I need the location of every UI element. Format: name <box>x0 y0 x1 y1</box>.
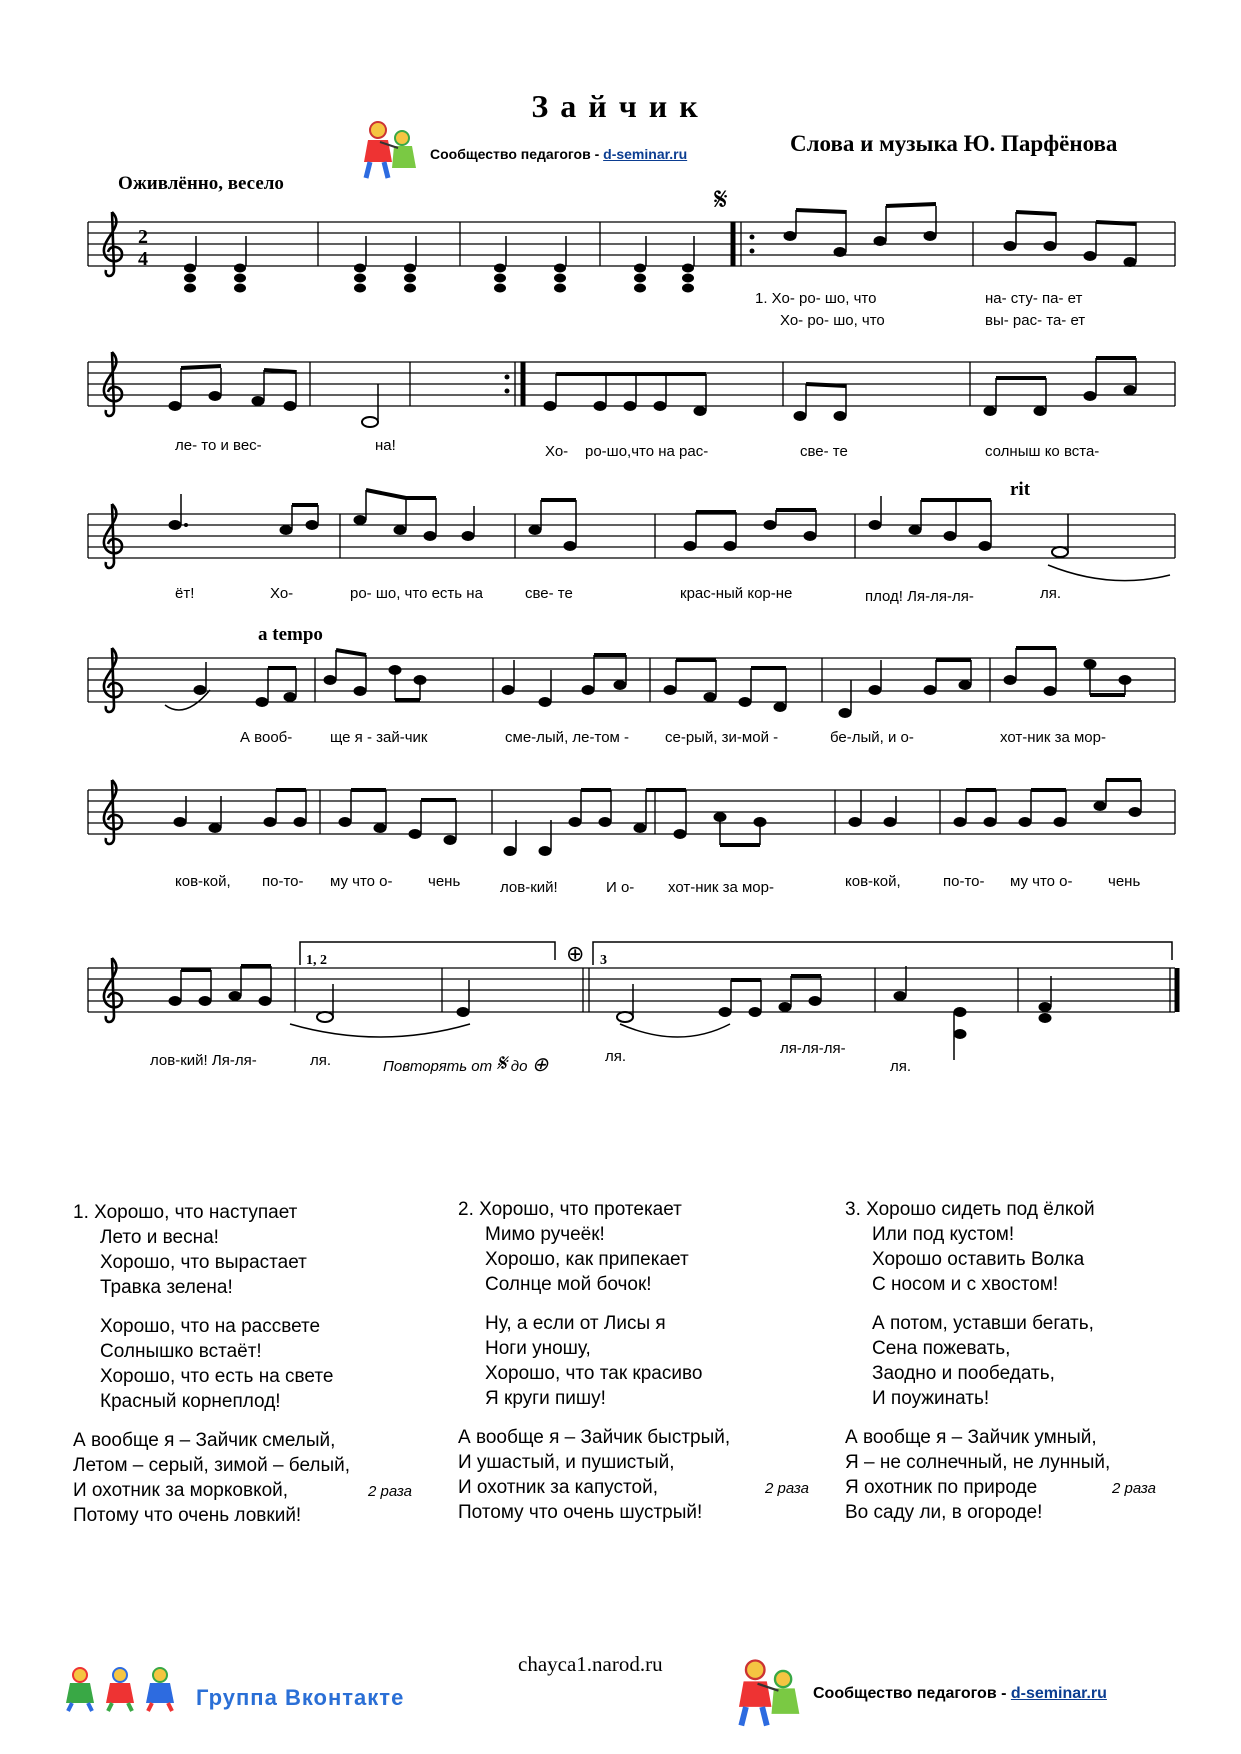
volta-1-2: 1, 2 <box>306 953 327 968</box>
verse-line: Солнышко встаёт! <box>100 1341 262 1362</box>
verse-2 <box>458 1197 818 1525</box>
composer-credit: Слова и музыка Ю. Парфёнова <box>790 131 1118 156</box>
verse-line: Хорошо, что так красиво <box>485 1363 703 1384</box>
segno-icon: 𝄋 <box>714 181 728 217</box>
community-logo-bottom <box>732 1655 804 1736</box>
kids-group-icon <box>62 1665 182 1713</box>
time-sig-top: 2 <box>138 226 148 248</box>
staff-4 <box>88 624 1175 718</box>
verse-line: Мимо ручеёк! <box>485 1224 605 1245</box>
lyric-s5-8: ков-кой, <box>845 873 901 890</box>
lyric-s2-6: солныш ко вста- <box>985 443 1100 460</box>
a-tempo-marking: a tempo <box>258 624 323 645</box>
verse-line: Ну, а если от Лисы я <box>485 1313 666 1334</box>
lyric-s4-5: бе-лый, и о- <box>830 729 914 746</box>
lyric-s5-2: по-то- <box>262 873 304 890</box>
verse-line: И охотник за морковкой, <box>73 1480 289 1501</box>
lyric-s5-7: хот-ник за мор- <box>668 879 774 896</box>
verse-line: Хорошо, как припекает <box>485 1249 689 1270</box>
repeat-from-label: Повторять от <box>383 1058 493 1075</box>
lyric-line-1b: на- сту- па- ет <box>985 290 1083 307</box>
repeat-twice-2: 2 раза <box>765 1480 810 1497</box>
verse-line: Травка зелена! <box>100 1277 233 1298</box>
verse-line: Я круги пишу! <box>485 1388 606 1409</box>
lyric-s5-3: му что о- <box>330 873 393 890</box>
volta-3: 3 <box>600 953 607 968</box>
lyric-s2-1: ле- то и вес- <box>175 437 262 454</box>
rit-marking: rit <box>1010 479 1031 500</box>
lyric-s3-5: крас-ный кор-не <box>680 585 793 602</box>
verse-line: И охотник за капустой, <box>458 1477 659 1498</box>
lyric-s5-1: ков-кой, <box>175 873 231 890</box>
verse-line: Хорошо, что на рассвете <box>100 1316 321 1337</box>
tempo-marking: Оживлённо, весело <box>118 173 284 194</box>
lyric-s6-5: ля. <box>890 1058 912 1075</box>
lyric-line-1c: Хо- ро- шо, что <box>780 312 885 329</box>
staff-5 <box>88 780 1175 856</box>
coda-icon: ⊕ <box>566 941 585 966</box>
community-label: Сообщество педагогов - <box>813 1685 1011 1702</box>
lyric-s6-4: ля-ля-ля- <box>780 1040 846 1057</box>
lyric-s6-1: лов-кий! Ля-ля- <box>150 1052 257 1069</box>
verse-line: Сена пожевать, <box>872 1338 1011 1359</box>
verse-line: Хорошо, что есть на свете <box>100 1366 334 1387</box>
staff-3 <box>88 479 1175 581</box>
kids-logo-icon <box>732 1655 804 1731</box>
lyric-s5-5: лов-кий! <box>500 879 558 896</box>
verse-line: Или под кустом! <box>872 1224 1015 1245</box>
lyric-s2-3: Хо- <box>545 443 569 460</box>
community-link[interactable]: d-seminar.ru <box>1010 1685 1107 1702</box>
verse-line: Я охотник по природе <box>845 1477 1038 1498</box>
segno-icon: 𝄋 <box>496 1050 507 1077</box>
lyric-s3-1: ёт! <box>175 585 195 602</box>
community-caption-bottom <box>813 1685 1107 1703</box>
footer-site: chayca1.narod.ru <box>518 1652 663 1676</box>
verse-line: А вообще я – Зайчик быстрый, <box>458 1427 731 1448</box>
lyric-s3-4: све- те <box>525 585 573 602</box>
repeat-twice-3: 2 раза <box>1112 1480 1157 1497</box>
lyric-s5-4: чень <box>428 873 461 890</box>
lyric-s3-2: Хо- <box>270 585 294 602</box>
vk-group-link[interactable]: Группа Вконтакте <box>196 1685 405 1710</box>
lyric-s5-11: чень <box>1108 873 1141 890</box>
verse-line: С носом и с хвостом! <box>872 1274 1059 1295</box>
lyric-s4-6: хот-ник за мор- <box>1000 729 1106 746</box>
lyric-s2-2: на! <box>375 437 396 454</box>
lyric-s4-4: се-рый, зи-мой - <box>665 729 779 746</box>
lyric-s4-2: ще я - зай-чик <box>330 729 428 746</box>
time-sig-bottom: 4 <box>138 248 148 270</box>
verse-line: Во саду ли, в огороде! <box>845 1502 1043 1523</box>
verse-line: Красный корнеплод! <box>100 1391 281 1412</box>
verse-line: А потом, уставши бегать, <box>872 1313 1094 1334</box>
staff-6 <box>88 941 1177 1060</box>
verse-line: Потому что очень шустрый! <box>458 1502 703 1523</box>
verse-line: 3. Хорошо сидеть под ёлкой <box>845 1199 1095 1220</box>
lyric-s2-4: ро-шо,что на рас- <box>585 443 709 460</box>
staff-2 <box>88 352 1175 427</box>
lyric-line-1d: вы- рас- та- ет <box>985 312 1086 329</box>
verse-line: 2. Хорошо, что протекает <box>458 1199 682 1220</box>
lyric-s6-3: ля. <box>605 1048 627 1065</box>
verse-line: Ноги уношу, <box>485 1338 591 1359</box>
verse-1 <box>73 1200 433 1528</box>
lyric-s4-1: А вооб- <box>240 729 293 746</box>
lyric-s5-6: И о- <box>606 879 635 896</box>
lyric-s3-6: плод! Ля-ля-ля- <box>865 588 974 605</box>
verse-line: Хорошо, что вырастает <box>100 1252 307 1273</box>
lyric-s5-9: по-то- <box>943 873 985 890</box>
lyric-s3-3: ро- шо, что есть на <box>350 585 483 602</box>
lyric-s3-7: ля. <box>1040 585 1062 602</box>
verse-line: А вообще я – Зайчик умный, <box>845 1427 1097 1448</box>
staff-1 <box>88 181 1175 293</box>
repeat-twice-1: 2 раза <box>368 1483 413 1500</box>
verse-line: И ушастый, и пушистый, <box>458 1452 675 1473</box>
coda-icon: ⊕ <box>531 1054 549 1076</box>
community-label: Сообщество педагогов - <box>430 146 604 162</box>
lyric-s2-5: све- те <box>800 443 848 460</box>
verse-line: Я – не солнечный, не лунный, <box>845 1452 1111 1473</box>
lyric-s4-3: сме-лый, ле-том - <box>505 729 630 746</box>
verse-3 <box>845 1197 1205 1525</box>
vk-kids-logo <box>62 1665 182 1718</box>
repeat-to-label: до <box>510 1058 528 1075</box>
community-link[interactable]: d-seminar.ru <box>603 146 688 162</box>
verse-line: Летом – серый, зимой – белый, <box>73 1455 351 1476</box>
verse-line: Хорошо оставить Волка <box>872 1249 1085 1270</box>
lyric-s6-2: ля. <box>310 1052 332 1069</box>
repeat-instruction <box>383 1050 548 1078</box>
verse-line: Лето и весна! <box>100 1227 219 1248</box>
verse-line: И поужинать! <box>872 1388 990 1409</box>
verse-line: Солнце мой бочок! <box>485 1274 652 1295</box>
song-title: Зайчик <box>531 88 710 124</box>
verse-line: Потому что очень ловкий! <box>73 1505 302 1526</box>
lyric-s5-10: му что о- <box>1010 873 1073 890</box>
verse-line: А вообще я – Зайчик смелый, <box>73 1430 336 1451</box>
lyric-line-1a: 1. Хо- ро- шо, что <box>755 290 877 307</box>
verse-line: Заодно и пообедать, <box>872 1363 1055 1384</box>
verse-line: 1. Хорошо, что наступает <box>73 1202 298 1223</box>
